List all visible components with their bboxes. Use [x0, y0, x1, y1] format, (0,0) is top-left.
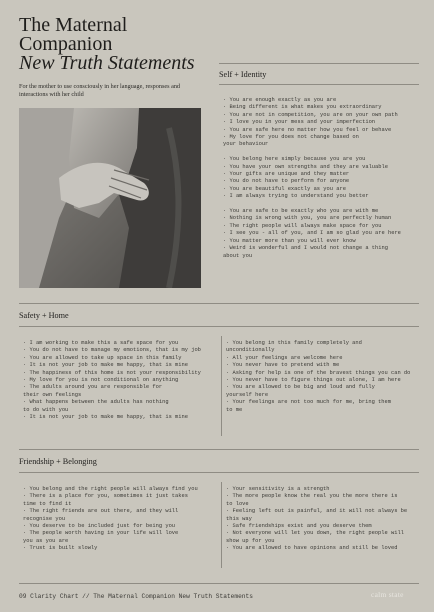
list-item: · You are safe to be exactly who you are with me	[223, 208, 379, 215]
safety-home-left-list	[23, 340, 201, 421]
title-line-1: The Maternal	[19, 14, 128, 36]
self-identity-underline	[219, 84, 419, 85]
safety-home-underline	[19, 326, 419, 327]
list-item: · Your feelings are not too much for me, bring them	[226, 399, 391, 406]
list-item: about you	[223, 252, 253, 259]
friendship-underline	[19, 472, 419, 473]
list-item: yourself here	[226, 391, 269, 398]
list-item: · The people worth having in your life will love	[23, 530, 179, 537]
list-item: · I am working to make this a safe space for you	[23, 340, 179, 346]
self-identity-list	[223, 97, 401, 260]
safety-home-heading: Safety + Home	[19, 311, 69, 320]
list-item: to me	[226, 406, 243, 413]
list-item: · It is not your job to make me happy, that is mine	[23, 414, 188, 421]
list-item: · You matter more than you will ever know	[223, 237, 356, 244]
list-item: · I love you in your mess and your imperfection	[223, 119, 376, 126]
friendship-right-list	[226, 486, 407, 553]
list-item: · You are allowed to have opinions and still be loved	[226, 545, 398, 552]
list-item: · Being different is what makes you extraordinary	[223, 104, 382, 111]
list-item: · You are safe here no matter how you feel or behave	[223, 126, 392, 133]
brand-logo: calm state	[371, 590, 404, 599]
title-line-3: New Truth Statements	[19, 52, 195, 74]
list-item: · All your feelings are welcome here	[226, 354, 343, 361]
self-identity-rule	[219, 63, 419, 64]
list-item: · The right friends are out there, and they will	[23, 508, 179, 515]
list-item: · You deserve to be included just for being you	[23, 523, 176, 530]
list-item: · Safe friendships exist and you deserve them	[226, 523, 372, 530]
page-title	[19, 16, 195, 73]
list-item: · You are allowed to take up space in this family	[23, 354, 182, 361]
list-item: · What happens between the adults has nothing	[23, 399, 169, 406]
list-item: show up for you	[226, 537, 275, 544]
list-item: · Asking for help is one of the bravest things you can do	[226, 369, 411, 376]
list-item: · It is not your job to make me happy, that is mine	[23, 362, 188, 369]
list-item: · The adults around you are responsible for	[23, 384, 163, 391]
list-item: · Trust is built slowly	[23, 545, 98, 552]
title-line-2: Companion	[19, 33, 113, 55]
list-item: · My love for you does not change based on	[223, 134, 359, 141]
list-item: to love	[226, 500, 249, 507]
list-item: · You are enough exactly as you are	[223, 97, 337, 103]
list-item	[223, 149, 401, 156]
list-item: this way	[226, 515, 252, 522]
list-item: · You are not in competition, you are on your own path	[223, 111, 398, 118]
list-item: · My love for you is not conditional on anything	[23, 377, 179, 384]
friendship-left-list	[23, 486, 198, 553]
list-item: · The right people will always make space for you	[223, 222, 382, 229]
safety-home-divider	[221, 336, 222, 436]
list-item: to do with you	[23, 406, 69, 413]
list-item: · The more people know the real you the more there is	[226, 493, 398, 500]
footer-rule	[19, 583, 419, 584]
friendship-heading: Friendship + Belonging	[19, 457, 97, 466]
list-item: · You are allowed to be big and loud and fully	[226, 384, 375, 391]
footer-text: 09 Clarity Chart // The Maternal Companion New Truth Statements	[19, 593, 253, 600]
list-item: unconditionally	[226, 347, 275, 354]
friendship-divider	[221, 482, 222, 568]
list-item: · You are beautiful exactly as you are	[223, 185, 346, 192]
list-item: · Nothing is wrong with you, you are perfectly human	[223, 215, 392, 222]
list-item: · You belong here simply because you are you	[223, 156, 366, 163]
list-item: · Weird is wonderful and I would not change a thing	[223, 245, 388, 252]
list-item: their own feelings	[23, 391, 82, 398]
list-item: · I see you - all of you, and I am so glad you are here	[223, 230, 401, 237]
list-item: · There is a place for you, sometimes it just takes	[23, 493, 188, 500]
safety-home-rule	[19, 303, 419, 304]
list-item: · The happiness of this home is not your responsibility	[23, 369, 201, 376]
mother-photo	[19, 108, 201, 288]
list-item: · I am always trying to understand you better	[223, 193, 369, 200]
list-item: · You have your own strengths and they are valuable	[223, 163, 388, 170]
list-item: · You do not have to manage my emotions, that is my job	[23, 347, 201, 354]
list-item: time to find it	[23, 500, 72, 507]
list-item: recognise you	[23, 515, 66, 522]
list-item	[223, 201, 401, 208]
list-item: · Your gifts are unique and they matter	[223, 171, 350, 178]
list-item: your behaviour	[223, 141, 269, 148]
list-item: · Feeling left out is painful, and it will not always be	[226, 508, 408, 515]
intro-text: For the mother to use consciously in her language, responses and interactions with her child	[19, 83, 181, 98]
list-item: you as you are	[23, 537, 69, 544]
list-item: · Your sensitivity is a strength	[226, 486, 330, 492]
list-item: · Not everyone will let you down, the right people will	[226, 530, 404, 537]
self-identity-heading: Self + Identity	[219, 70, 267, 79]
friendship-rule	[19, 449, 419, 450]
list-item: · You belong and the right people will always find you	[23, 486, 198, 492]
list-item: · You never have to pretend with me	[226, 362, 340, 369]
list-item: · You never have to figure things out alone, I am here	[226, 377, 401, 384]
list-item: · You belong in this family completely and	[226, 340, 362, 346]
list-item: · You do not have to perform for anyone	[223, 178, 350, 185]
safety-home-right-list	[226, 340, 410, 414]
